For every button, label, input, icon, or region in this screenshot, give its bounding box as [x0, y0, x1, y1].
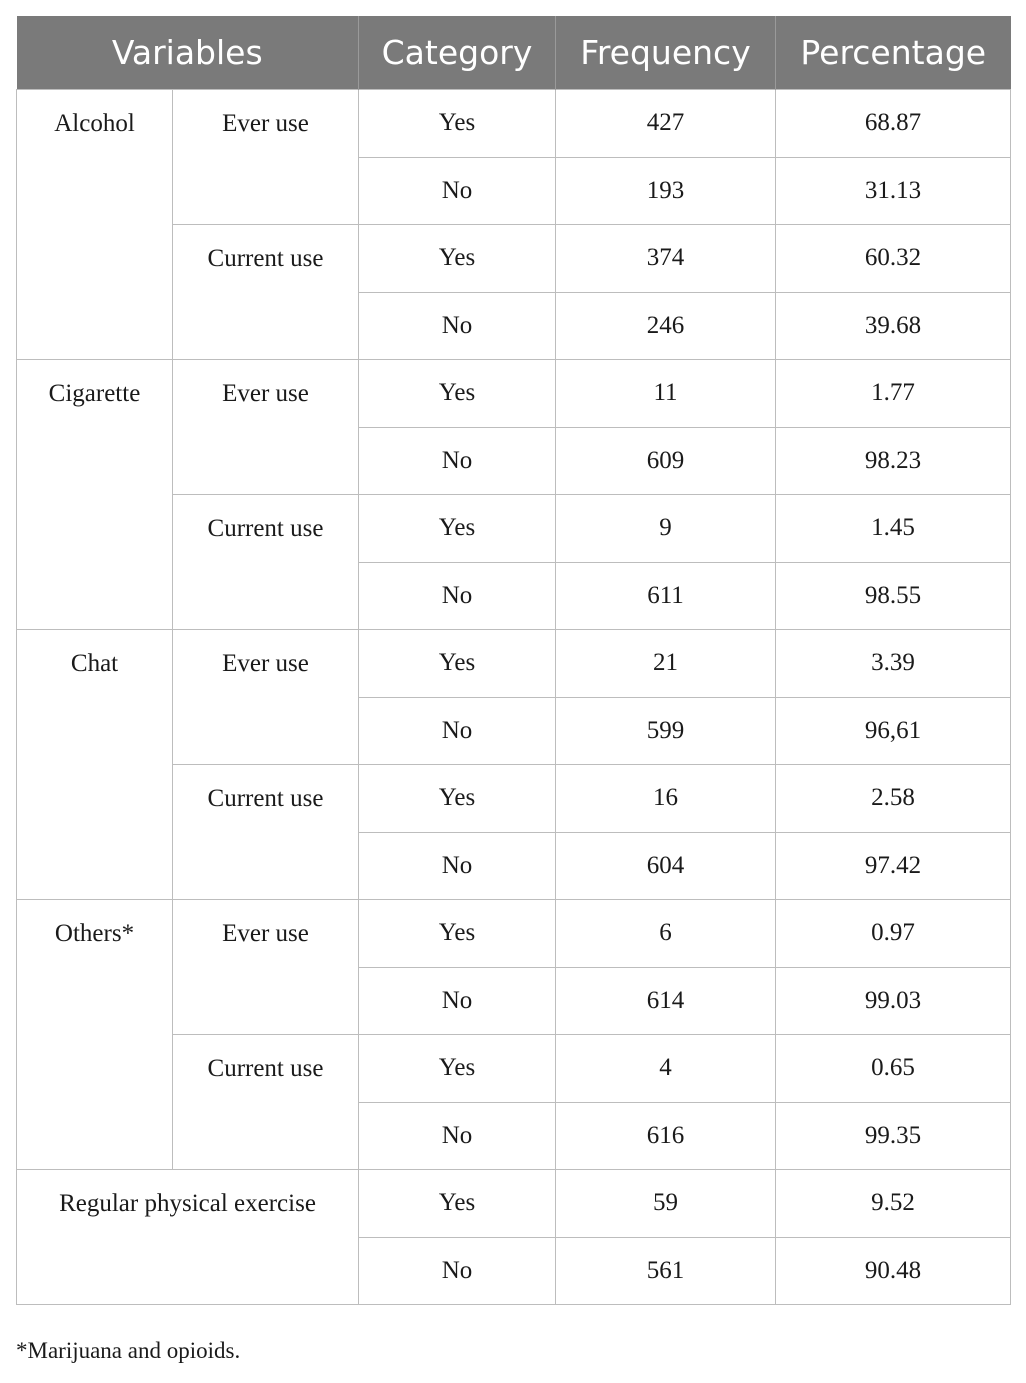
category-cell: No [359, 1237, 556, 1305]
table-row [17, 360, 1011, 428]
category-cell: Yes [359, 1035, 556, 1103]
category-cell: No [359, 157, 556, 225]
percentage-cell: 99.35 [776, 1102, 1011, 1170]
category-cell: No [359, 697, 556, 765]
frequency-cell: 614 [556, 967, 776, 1035]
subgroup-cell: Current use [173, 765, 359, 900]
subgroup-cell: Ever use [173, 630, 359, 765]
variable-cell: Chat [17, 630, 173, 900]
category-cell: Yes [359, 1170, 556, 1238]
frequency-cell: 59 [556, 1170, 776, 1238]
subgroup-cell: Current use [173, 495, 359, 630]
percentage-cell: 99.03 [776, 967, 1011, 1035]
frequency-cell: 21 [556, 630, 776, 698]
table-body [17, 90, 1011, 1305]
frequency-cell: 4 [556, 1035, 776, 1103]
category-cell: Yes [359, 90, 556, 158]
category-cell: Yes [359, 900, 556, 968]
header-category: Category [359, 16, 556, 90]
subgroup-cell: Current use [173, 225, 359, 360]
header-frequency: Frequency [556, 16, 776, 90]
category-cell: Yes [359, 225, 556, 293]
frequency-cell: 561 [556, 1237, 776, 1305]
percentage-cell: 0.65 [776, 1035, 1011, 1103]
percentage-cell: 0.97 [776, 900, 1011, 968]
category-cell: Yes [359, 495, 556, 563]
percentage-cell: 9.52 [776, 1170, 1011, 1238]
header-variables: Variables [17, 16, 359, 90]
frequency-cell: 599 [556, 697, 776, 765]
percentage-cell: 98.23 [776, 427, 1011, 495]
category-cell: No [359, 832, 556, 900]
category-cell: No [359, 562, 556, 630]
percentage-cell: 68.87 [776, 90, 1011, 158]
percentage-cell: 97.42 [776, 832, 1011, 900]
variable-cell: Alcohol [17, 90, 173, 360]
percentage-cell: 3.39 [776, 630, 1011, 698]
subgroup-cell: Ever use [173, 360, 359, 495]
percentage-cell: 1.45 [776, 495, 1011, 563]
frequency-cell: 609 [556, 427, 776, 495]
variable-cell: Regular physical exercise [17, 1170, 359, 1305]
frequency-cell: 193 [556, 157, 776, 225]
table-header [17, 16, 1011, 90]
table-footnote: *Marijuana and opioids. [16, 1338, 241, 1363]
frequency-cell: 374 [556, 225, 776, 293]
frequency-cell: 16 [556, 765, 776, 833]
percentage-cell: 96,61 [776, 697, 1011, 765]
category-cell: Yes [359, 765, 556, 833]
header-row [17, 16, 1011, 90]
category-cell: No [359, 967, 556, 1035]
category-cell: Yes [359, 630, 556, 698]
substance-use-table [16, 16, 1011, 1305]
frequency-cell: 6 [556, 900, 776, 968]
category-cell: No [359, 292, 556, 360]
subgroup-cell: Ever use [173, 900, 359, 1035]
table-row [17, 1170, 1011, 1238]
table-row [17, 900, 1011, 968]
frequency-cell: 9 [556, 495, 776, 563]
percentage-cell: 98.55 [776, 562, 1011, 630]
frequency-cell: 616 [556, 1102, 776, 1170]
frequency-cell: 611 [556, 562, 776, 630]
percentage-cell: 60.32 [776, 225, 1011, 293]
subgroup-cell: Current use [173, 1035, 359, 1170]
category-cell: No [359, 1102, 556, 1170]
percentage-cell: 1.77 [776, 360, 1011, 428]
category-cell: No [359, 427, 556, 495]
category-cell: Yes [359, 360, 556, 428]
percentage-cell: 39.68 [776, 292, 1011, 360]
frequency-cell: 246 [556, 292, 776, 360]
table-row [17, 630, 1011, 698]
subgroup-cell: Ever use [173, 90, 359, 225]
percentage-cell: 31.13 [776, 157, 1011, 225]
data-table-container [16, 16, 1010, 1305]
frequency-cell: 604 [556, 832, 776, 900]
frequency-cell: 427 [556, 90, 776, 158]
variable-cell: Others* [17, 900, 173, 1170]
table-row [17, 90, 1011, 158]
percentage-cell: 2.58 [776, 765, 1011, 833]
header-percentage: Percentage [776, 16, 1011, 90]
frequency-cell: 11 [556, 360, 776, 428]
percentage-cell: 90.48 [776, 1237, 1011, 1305]
variable-cell: Cigarette [17, 360, 173, 630]
